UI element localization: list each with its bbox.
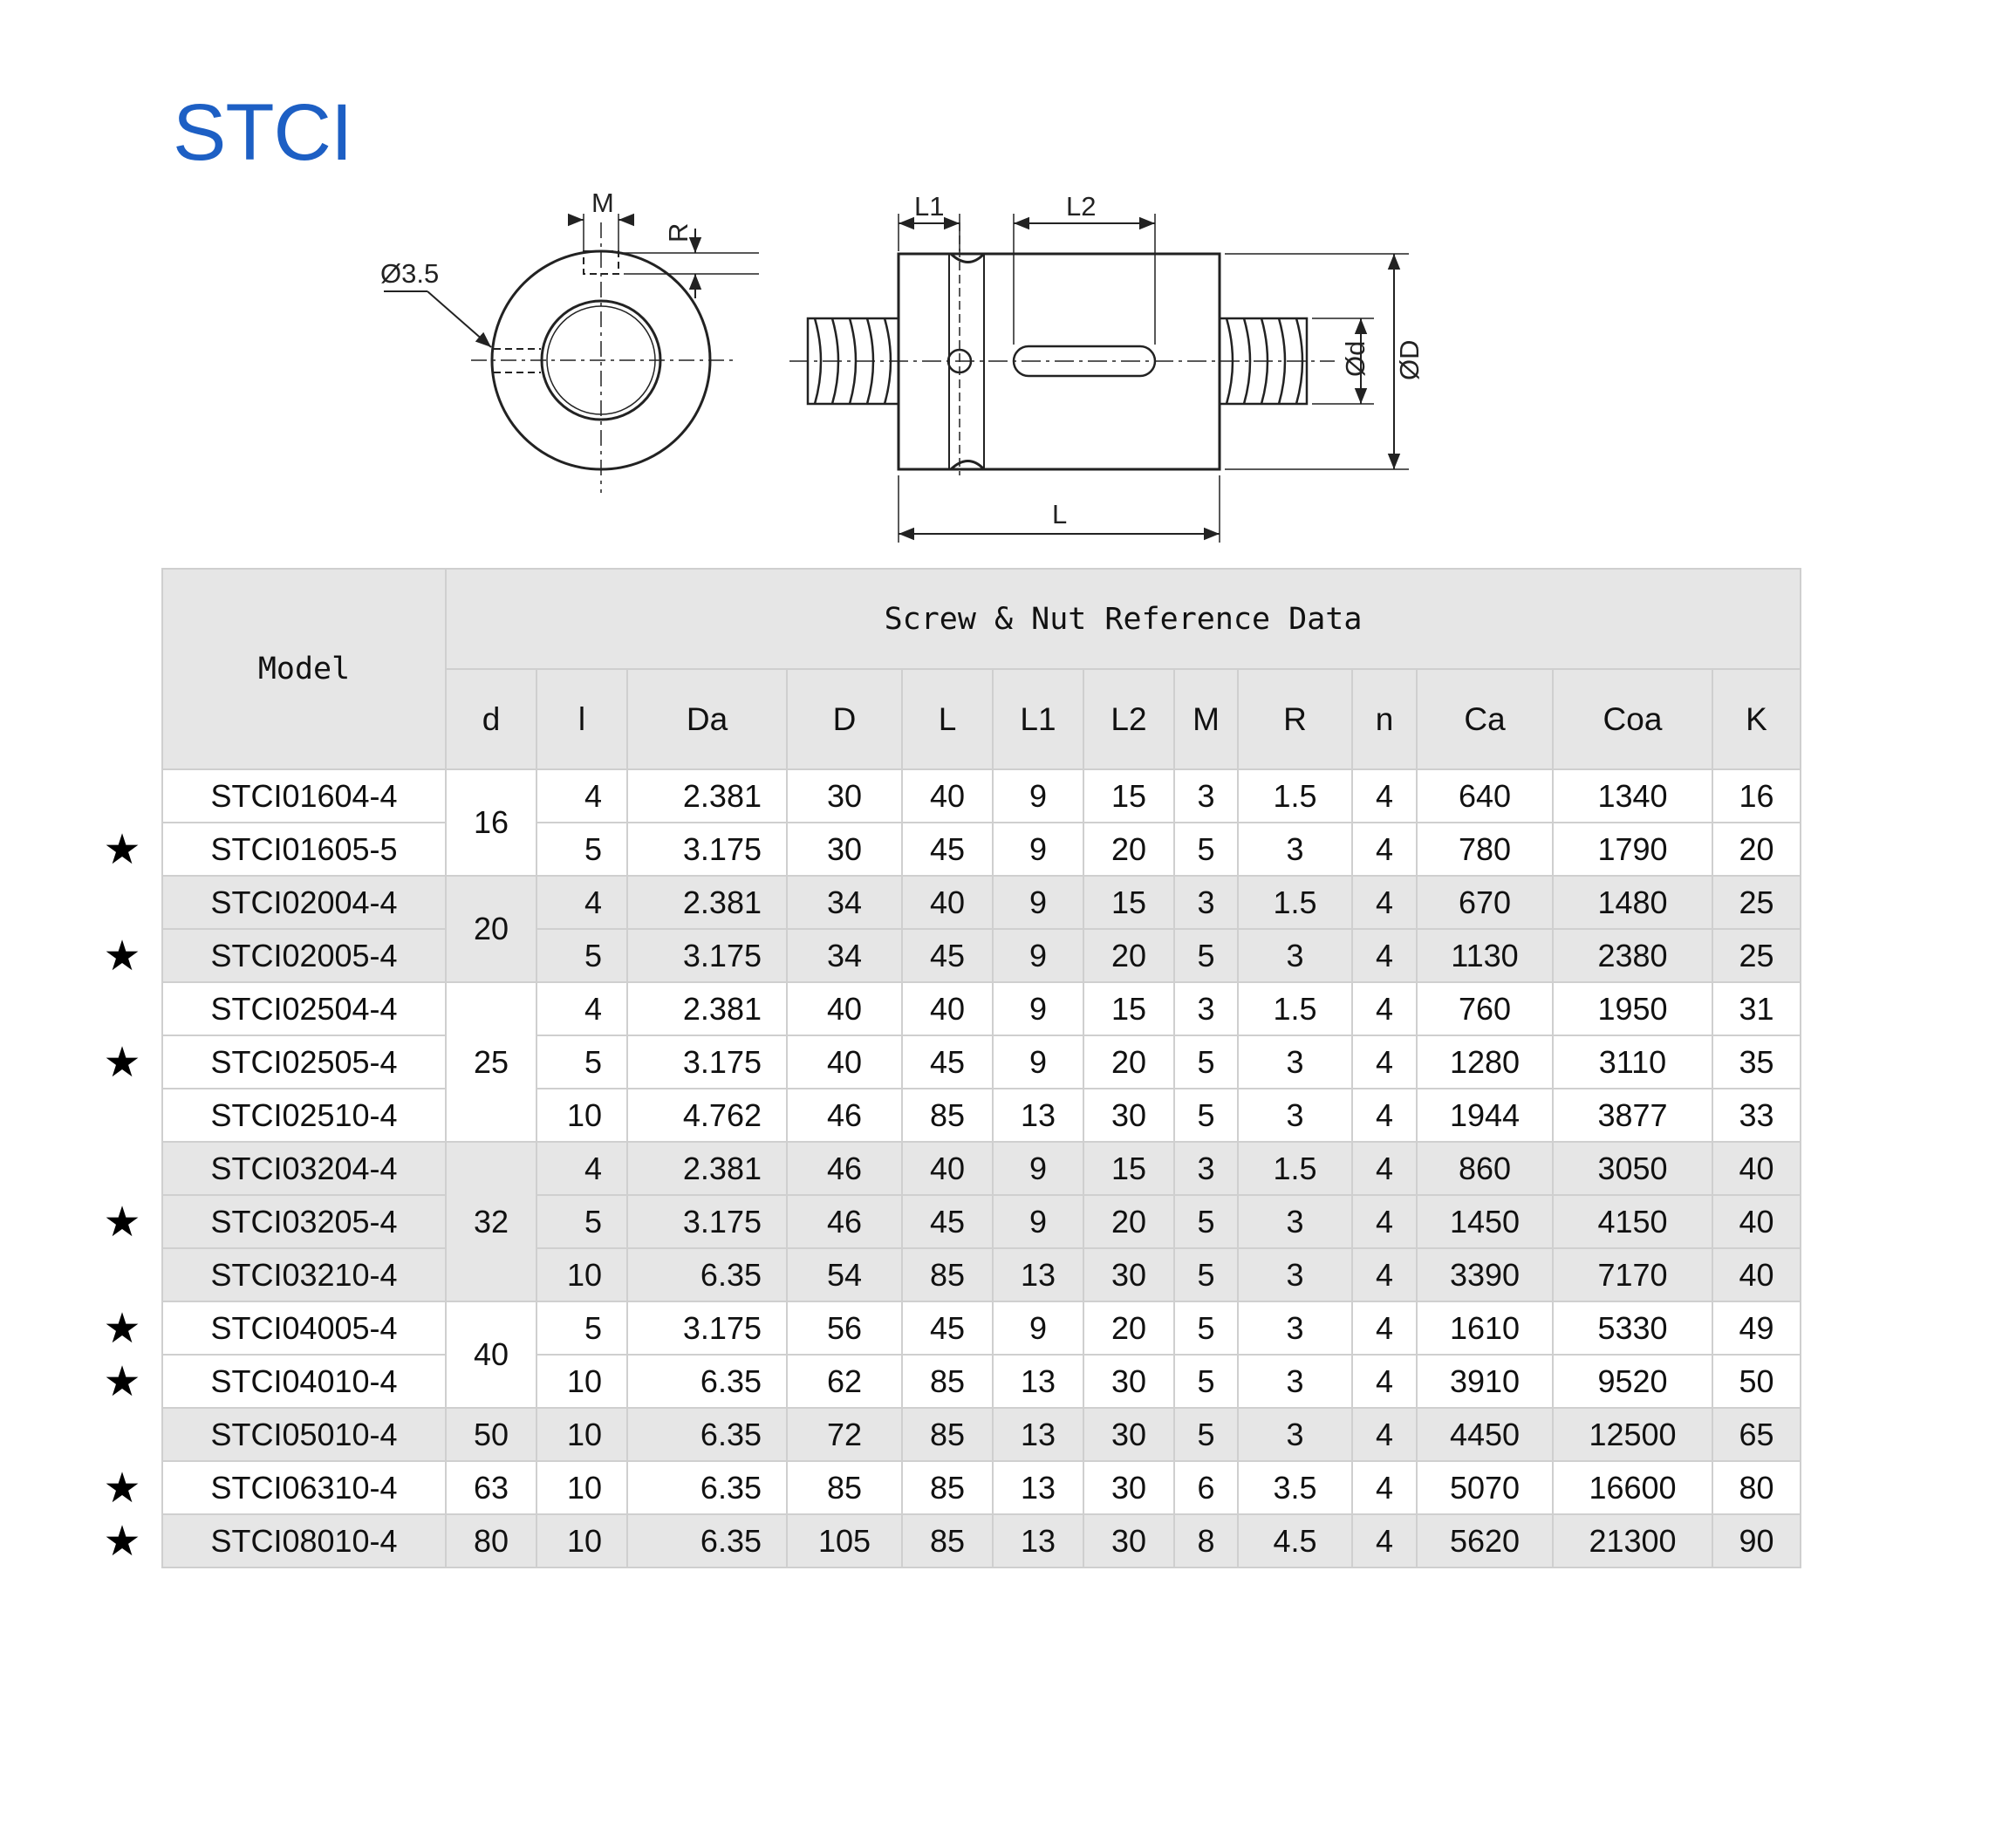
value-cell-L2: 15 xyxy=(1083,982,1174,1035)
value-cell-D: 40 xyxy=(787,982,902,1035)
d-cell: 80 xyxy=(446,1514,536,1567)
value-cell-K: 16 xyxy=(1712,769,1801,823)
value-cell-Coa: 4150 xyxy=(1553,1195,1712,1248)
d-cell: 40 xyxy=(446,1301,536,1408)
value-cell-R: 3 xyxy=(1238,1035,1352,1089)
value-cell-Ca: 5070 xyxy=(1417,1461,1553,1514)
value-cell-Da: 4.762 xyxy=(627,1089,787,1142)
value-cell-R: 3 xyxy=(1238,929,1352,982)
value-cell-Da: 3.175 xyxy=(627,823,787,876)
value-cell-Coa: 3877 xyxy=(1553,1089,1712,1142)
value-cell-L2: 20 xyxy=(1083,1195,1174,1248)
value-cell-D: 85 xyxy=(787,1461,902,1514)
value-cell-n: 4 xyxy=(1352,1461,1417,1514)
value-cell-n: 4 xyxy=(1352,1514,1417,1567)
value-cell-L: 45 xyxy=(902,1301,993,1355)
value-cell-L1: 9 xyxy=(993,1142,1083,1195)
value-cell-n: 4 xyxy=(1352,929,1417,982)
value-cell-L1: 13 xyxy=(993,1514,1083,1567)
value-cell-L2: 30 xyxy=(1083,1248,1174,1301)
column-header-10: Ca xyxy=(1417,669,1553,769)
value-cell-L: 40 xyxy=(902,769,993,823)
value-cell-Da: 2.381 xyxy=(627,1142,787,1195)
column-header-11: Coa xyxy=(1553,669,1712,769)
value-cell-R: 3.5 xyxy=(1238,1461,1352,1514)
value-cell-L2: 20 xyxy=(1083,1035,1174,1089)
group-header: Screw & Nut Reference Data xyxy=(446,569,1801,669)
column-header-7: M xyxy=(1174,669,1238,769)
value-cell-K: 20 xyxy=(1712,823,1801,876)
value-cell-L1: 13 xyxy=(993,1355,1083,1408)
value-cell-n: 4 xyxy=(1352,982,1417,1035)
value-cell-Coa: 9520 xyxy=(1553,1355,1712,1408)
label-r: R xyxy=(663,222,694,242)
value-cell-Ca: 3390 xyxy=(1417,1248,1553,1301)
value-cell-K: 40 xyxy=(1712,1142,1801,1195)
page-title: STCI xyxy=(173,88,352,177)
value-cell-L2: 30 xyxy=(1083,1089,1174,1142)
value-cell-D: 46 xyxy=(787,1195,902,1248)
value-cell-M: 5 xyxy=(1174,1248,1238,1301)
column-header-2: Da xyxy=(627,669,787,769)
value-cell-K: 90 xyxy=(1712,1514,1801,1567)
recommended-star-icon: ★ xyxy=(103,1463,141,1513)
label-l: L xyxy=(1052,499,1068,529)
value-cell-L1: 9 xyxy=(993,823,1083,876)
value-cell-l: 4 xyxy=(536,876,627,929)
value-cell-Ca: 780 xyxy=(1417,823,1553,876)
value-cell-K: 40 xyxy=(1712,1248,1801,1301)
value-cell-n: 4 xyxy=(1352,1301,1417,1355)
value-cell-Ca: 4450 xyxy=(1417,1408,1553,1461)
table-row xyxy=(162,823,1801,876)
model-cell: STCI03204-4 xyxy=(162,1142,446,1195)
value-cell-n: 4 xyxy=(1352,1035,1417,1089)
column-header-3: D xyxy=(787,669,902,769)
model-cell: STCI01604-4 xyxy=(162,769,446,823)
column-header-1: l xyxy=(536,669,627,769)
value-cell-Da: 2.381 xyxy=(627,876,787,929)
value-cell-D: 54 xyxy=(787,1248,902,1301)
value-cell-L2: 30 xyxy=(1083,1408,1174,1461)
nut-technical-drawing xyxy=(0,0,2016,567)
value-cell-Ca: 3910 xyxy=(1417,1355,1553,1408)
table-row xyxy=(162,1408,1801,1461)
value-cell-n: 4 xyxy=(1352,876,1417,929)
value-cell-K: 40 xyxy=(1712,1195,1801,1248)
value-cell-Da: 6.35 xyxy=(627,1248,787,1301)
value-cell-K: 50 xyxy=(1712,1355,1801,1408)
value-cell-L1: 13 xyxy=(993,1461,1083,1514)
value-cell-Coa: 21300 xyxy=(1553,1514,1712,1567)
d-cell: 25 xyxy=(446,982,536,1142)
value-cell-K: 49 xyxy=(1712,1301,1801,1355)
side-view xyxy=(789,214,1409,543)
table-row xyxy=(162,1089,1801,1142)
value-cell-L: 40 xyxy=(902,1142,993,1195)
value-cell-R: 3 xyxy=(1238,1408,1352,1461)
value-cell-Da: 6.35 xyxy=(627,1355,787,1408)
table-row xyxy=(162,1514,1801,1567)
table-row xyxy=(162,1248,1801,1301)
value-cell-Ca: 1944 xyxy=(1417,1089,1553,1142)
value-cell-l: 4 xyxy=(536,769,627,823)
table-row xyxy=(162,876,1801,929)
value-cell-Coa: 1950 xyxy=(1553,982,1712,1035)
value-cell-Coa: 3050 xyxy=(1553,1142,1712,1195)
value-cell-M: 3 xyxy=(1174,769,1238,823)
value-cell-n: 4 xyxy=(1352,1408,1417,1461)
value-cell-L2: 30 xyxy=(1083,1461,1174,1514)
column-header-6: L2 xyxy=(1083,669,1174,769)
label-l2: L2 xyxy=(1066,191,1097,222)
value-cell-Ca: 1450 xyxy=(1417,1195,1553,1248)
value-cell-Ca: 640 xyxy=(1417,769,1553,823)
value-cell-L1: 13 xyxy=(993,1089,1083,1142)
value-cell-n: 4 xyxy=(1352,1089,1417,1142)
value-cell-M: 5 xyxy=(1174,1035,1238,1089)
recommended-star-icon: ★ xyxy=(103,931,141,980)
value-cell-Coa: 5330 xyxy=(1553,1301,1712,1355)
value-cell-K: 33 xyxy=(1712,1089,1801,1142)
value-cell-L2: 30 xyxy=(1083,1514,1174,1567)
label-hole: Ø3.5 xyxy=(380,258,440,289)
value-cell-M: 3 xyxy=(1174,876,1238,929)
value-cell-l: 5 xyxy=(536,1195,627,1248)
value-cell-Coa: 12500 xyxy=(1553,1408,1712,1461)
value-cell-M: 5 xyxy=(1174,1408,1238,1461)
value-cell-L: 45 xyxy=(902,823,993,876)
value-cell-n: 4 xyxy=(1352,769,1417,823)
value-cell-n: 4 xyxy=(1352,1195,1417,1248)
value-cell-L1: 9 xyxy=(993,1195,1083,1248)
column-header-9: n xyxy=(1352,669,1417,769)
value-cell-L1: 9 xyxy=(993,1035,1083,1089)
value-cell-l: 10 xyxy=(536,1461,627,1514)
recommended-star-icon: ★ xyxy=(103,1197,141,1246)
value-cell-l: 10 xyxy=(536,1408,627,1461)
value-cell-Coa: 16600 xyxy=(1553,1461,1712,1514)
value-cell-Ca: 1610 xyxy=(1417,1301,1553,1355)
value-cell-R: 3 xyxy=(1238,1248,1352,1301)
model-cell: STCI02505-4 xyxy=(162,1035,446,1089)
label-l1: L1 xyxy=(914,191,945,222)
model-cell: STCI03205-4 xyxy=(162,1195,446,1248)
value-cell-K: 80 xyxy=(1712,1461,1801,1514)
recommended-star-icon: ★ xyxy=(103,1356,141,1406)
column-header-0: d xyxy=(446,669,536,769)
value-cell-M: 5 xyxy=(1174,1301,1238,1355)
table-row xyxy=(162,1355,1801,1408)
value-cell-L: 85 xyxy=(902,1408,993,1461)
value-cell-n: 4 xyxy=(1352,1355,1417,1408)
label-d-small: Ød xyxy=(1340,340,1370,377)
value-cell-Coa: 1480 xyxy=(1553,876,1712,929)
value-cell-L1: 9 xyxy=(993,876,1083,929)
value-cell-K: 35 xyxy=(1712,1035,1801,1089)
value-cell-l: 5 xyxy=(536,1301,627,1355)
value-cell-M: 6 xyxy=(1174,1461,1238,1514)
value-cell-D: 34 xyxy=(787,929,902,982)
value-cell-n: 4 xyxy=(1352,823,1417,876)
value-cell-D: 62 xyxy=(787,1355,902,1408)
recommended-star-icon: ★ xyxy=(103,1303,141,1353)
value-cell-L2: 30 xyxy=(1083,1355,1174,1408)
recommended-star-icon: ★ xyxy=(103,1037,141,1087)
value-cell-Da: 2.381 xyxy=(627,769,787,823)
value-cell-L: 85 xyxy=(902,1089,993,1142)
value-cell-L: 40 xyxy=(902,982,993,1035)
value-cell-R: 4.5 xyxy=(1238,1514,1352,1567)
value-cell-K: 25 xyxy=(1712,929,1801,982)
table-row xyxy=(162,929,1801,982)
model-cell: STCI04010-4 xyxy=(162,1355,446,1408)
value-cell-L1: 9 xyxy=(993,982,1083,1035)
value-cell-D: 46 xyxy=(787,1089,902,1142)
value-cell-R: 3 xyxy=(1238,1301,1352,1355)
d-cell: 63 xyxy=(446,1461,536,1514)
value-cell-L2: 15 xyxy=(1083,769,1174,823)
column-header-8: R xyxy=(1238,669,1352,769)
value-cell-Coa: 7170 xyxy=(1553,1248,1712,1301)
end-view xyxy=(384,214,759,493)
table-row xyxy=(162,1461,1801,1514)
value-cell-Ca: 760 xyxy=(1417,982,1553,1035)
value-cell-M: 5 xyxy=(1174,929,1238,982)
value-cell-L2: 15 xyxy=(1083,1142,1174,1195)
value-cell-M: 5 xyxy=(1174,823,1238,876)
model-cell: STCI02005-4 xyxy=(162,929,446,982)
value-cell-R: 1.5 xyxy=(1238,1142,1352,1195)
value-cell-Ca: 1280 xyxy=(1417,1035,1553,1089)
value-cell-D: 72 xyxy=(787,1408,902,1461)
value-cell-D: 105 xyxy=(787,1514,902,1567)
value-cell-R: 3 xyxy=(1238,1195,1352,1248)
model-header: Model xyxy=(162,569,446,769)
value-cell-n: 4 xyxy=(1352,1142,1417,1195)
value-cell-Da: 2.381 xyxy=(627,982,787,1035)
value-cell-L2: 15 xyxy=(1083,876,1174,929)
spec-table-wrapper xyxy=(161,568,1801,1568)
model-cell: STCI04005-4 xyxy=(162,1301,446,1355)
value-cell-Coa: 2380 xyxy=(1553,929,1712,982)
table-row xyxy=(162,1035,1801,1089)
d-cell: 16 xyxy=(446,769,536,876)
label-d-large: ØD xyxy=(1394,339,1425,380)
value-cell-l: 10 xyxy=(536,1355,627,1408)
value-cell-l: 4 xyxy=(536,982,627,1035)
value-cell-L1: 9 xyxy=(993,929,1083,982)
value-cell-Da: 3.175 xyxy=(627,1195,787,1248)
model-cell: STCI06310-4 xyxy=(162,1461,446,1514)
value-cell-M: 5 xyxy=(1174,1195,1238,1248)
value-cell-Ca: 860 xyxy=(1417,1142,1553,1195)
recommended-star-icon: ★ xyxy=(103,824,141,874)
value-cell-n: 4 xyxy=(1352,1248,1417,1301)
model-cell: STCI02504-4 xyxy=(162,982,446,1035)
table-row xyxy=(162,1142,1801,1195)
model-cell: STCI02004-4 xyxy=(162,876,446,929)
table-row xyxy=(162,769,1801,823)
value-cell-K: 25 xyxy=(1712,876,1801,929)
value-cell-R: 3 xyxy=(1238,1089,1352,1142)
value-cell-Ca: 5620 xyxy=(1417,1514,1553,1567)
value-cell-l: 4 xyxy=(536,1142,627,1195)
value-cell-l: 5 xyxy=(536,929,627,982)
value-cell-D: 34 xyxy=(787,876,902,929)
d-cell: 32 xyxy=(446,1142,536,1301)
value-cell-L: 40 xyxy=(902,876,993,929)
value-cell-L: 85 xyxy=(902,1355,993,1408)
table-row xyxy=(162,982,1801,1035)
value-cell-L: 45 xyxy=(902,1195,993,1248)
value-cell-l: 10 xyxy=(536,1089,627,1142)
value-cell-Coa: 1790 xyxy=(1553,823,1712,876)
value-cell-R: 3 xyxy=(1238,823,1352,876)
model-cell: STCI05010-4 xyxy=(162,1408,446,1461)
model-cell: STCI01605-5 xyxy=(162,823,446,876)
column-header-4: L xyxy=(902,669,993,769)
value-cell-M: 3 xyxy=(1174,982,1238,1035)
value-cell-L: 85 xyxy=(902,1248,993,1301)
value-cell-D: 40 xyxy=(787,1035,902,1089)
recommended-star-icon: ★ xyxy=(103,1516,141,1566)
value-cell-M: 5 xyxy=(1174,1355,1238,1408)
value-cell-L: 85 xyxy=(902,1514,993,1567)
value-cell-L2: 20 xyxy=(1083,929,1174,982)
d-cell: 50 xyxy=(446,1408,536,1461)
value-cell-K: 31 xyxy=(1712,982,1801,1035)
value-cell-l: 5 xyxy=(536,1035,627,1089)
value-cell-Da: 3.175 xyxy=(627,929,787,982)
model-cell: STCI03210-4 xyxy=(162,1248,446,1301)
value-cell-L: 45 xyxy=(902,929,993,982)
value-cell-R: 1.5 xyxy=(1238,982,1352,1035)
value-cell-Da: 3.175 xyxy=(627,1035,787,1089)
value-cell-D: 56 xyxy=(787,1301,902,1355)
spec-table-body xyxy=(162,769,1801,1567)
value-cell-L: 85 xyxy=(902,1461,993,1514)
value-cell-l: 10 xyxy=(536,1248,627,1301)
table-row xyxy=(162,1301,1801,1355)
value-cell-M: 3 xyxy=(1174,1142,1238,1195)
column-header-5: L1 xyxy=(993,669,1083,769)
d-cell: 20 xyxy=(446,876,536,982)
value-cell-L1: 13 xyxy=(993,1408,1083,1461)
value-cell-L1: 13 xyxy=(993,1248,1083,1301)
value-cell-L2: 20 xyxy=(1083,1301,1174,1355)
column-header-12: K xyxy=(1712,669,1801,769)
value-cell-D: 30 xyxy=(787,769,902,823)
value-cell-Coa: 1340 xyxy=(1553,769,1712,823)
spec-table xyxy=(161,568,1801,1568)
value-cell-Da: 6.35 xyxy=(627,1408,787,1461)
value-cell-Coa: 3110 xyxy=(1553,1035,1712,1089)
value-cell-Ca: 670 xyxy=(1417,876,1553,929)
value-cell-K: 65 xyxy=(1712,1408,1801,1461)
value-cell-R: 3 xyxy=(1238,1355,1352,1408)
value-cell-M: 5 xyxy=(1174,1089,1238,1142)
value-cell-D: 30 xyxy=(787,823,902,876)
model-cell: STCI08010-4 xyxy=(162,1514,446,1567)
value-cell-Da: 3.175 xyxy=(627,1301,787,1355)
value-cell-R: 1.5 xyxy=(1238,769,1352,823)
table-row xyxy=(162,1195,1801,1248)
value-cell-L1: 9 xyxy=(993,769,1083,823)
value-cell-L: 45 xyxy=(902,1035,993,1089)
value-cell-Ca: 1130 xyxy=(1417,929,1553,982)
value-cell-L1: 9 xyxy=(993,1301,1083,1355)
value-cell-L2: 20 xyxy=(1083,823,1174,876)
value-cell-D: 46 xyxy=(787,1142,902,1195)
model-cell: STCI02510-4 xyxy=(162,1089,446,1142)
label-m: M xyxy=(591,188,614,218)
value-cell-l: 10 xyxy=(536,1514,627,1567)
value-cell-R: 1.5 xyxy=(1238,876,1352,929)
value-cell-M: 8 xyxy=(1174,1514,1238,1567)
value-cell-l: 5 xyxy=(536,823,627,876)
value-cell-Da: 6.35 xyxy=(627,1461,787,1514)
value-cell-Da: 6.35 xyxy=(627,1514,787,1567)
